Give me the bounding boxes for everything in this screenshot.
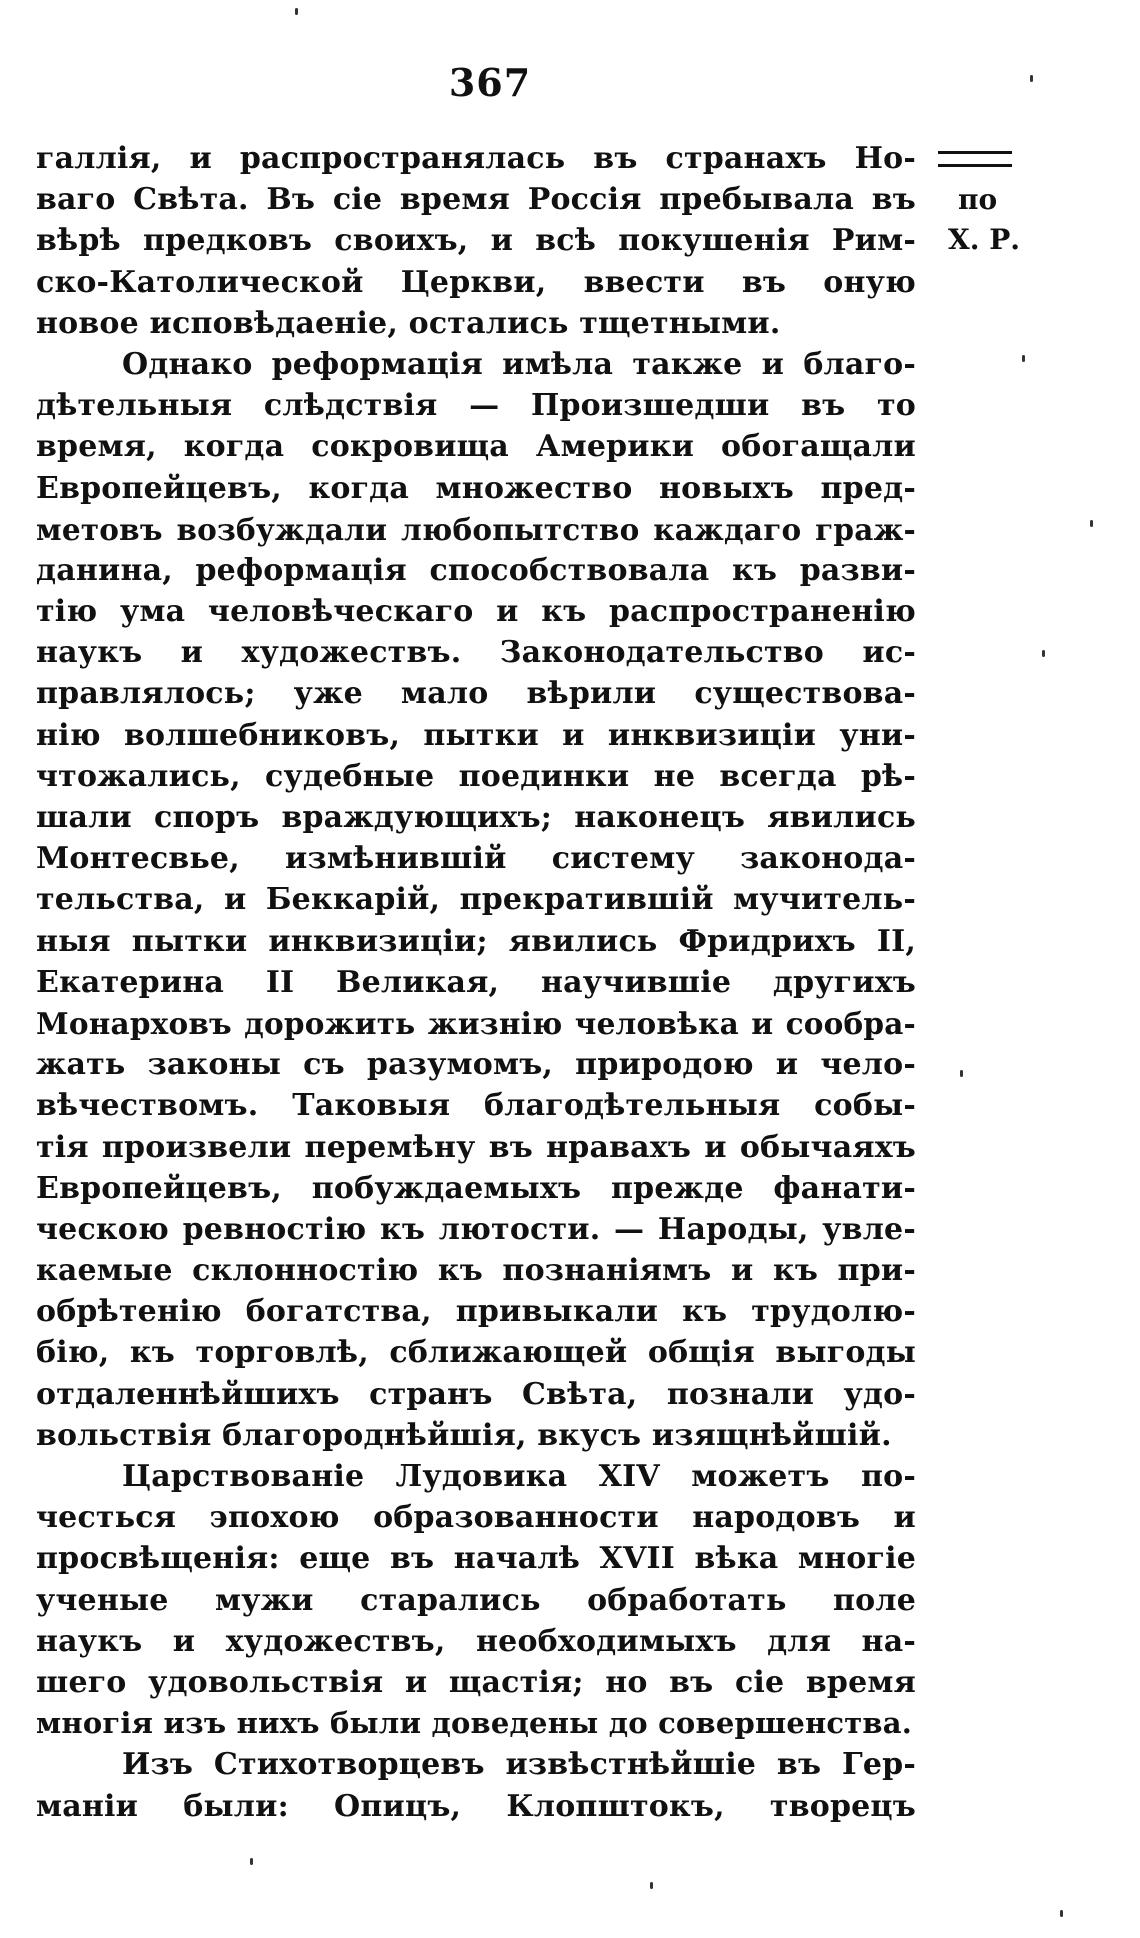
margin-double-rule — [938, 151, 1012, 167]
text-line: дѣтельныя слѣдствія — Произшедши въ то — [36, 388, 916, 424]
scan-speck — [650, 1882, 653, 1889]
text-line: вольствія благороднѣйшія, вкусъ изящнѣйшій. — [36, 1417, 892, 1453]
text-line: тію ума человѣческаго и къ распространенію — [36, 594, 916, 630]
text-line: многія изъ нихъ были доведены до совершенства. — [36, 1706, 913, 1741]
text-line: Екатерина II Великая, научившіе другихъ — [36, 964, 916, 1000]
text-line: ваго Свѣта. Въ сіе время Россія пребывала въ — [36, 182, 916, 218]
text-line: ученые мужи старались обработать поле — [36, 1582, 916, 1618]
text-line: бію, къ торговлѣ, сближающей общія выгоды — [36, 1335, 916, 1371]
scan-speck — [1030, 75, 1033, 82]
text-line: Монтесвье, измѣнившій систему законода- — [36, 841, 916, 877]
text-line: вѣчествомъ. Таковыя благодѣтельныя собы- — [36, 1088, 916, 1124]
text-line: метовъ возбуждали любопытство каждаго граж- — [36, 511, 916, 547]
text-line: жать законы съ разумомъ, природою и чело- — [36, 1047, 916, 1083]
text-line: отдаленнѣйшихъ странъ Свѣта, познали удо- — [36, 1376, 916, 1412]
text-line: время, когда сокровища Америки обогащали — [36, 429, 916, 465]
text-line: тельства, и Беккарій, прекратившій мучитель- — [36, 882, 916, 918]
text-line: правлялось; уже мало вѣрили существова- — [36, 676, 916, 712]
scan-speck — [250, 1858, 253, 1865]
text-line: честься эпохою образованности народовъ и — [36, 1500, 916, 1536]
page-number: 367 — [448, 60, 532, 105]
text-line: маніи были: Опицъ, Клопштокъ, творецъ — [36, 1788, 916, 1824]
text-line: наукъ и художествъ, необходимыхъ для на- — [36, 1623, 916, 1659]
text-line: просвѣщенія: еще въ началѣ XVII вѣка многіе — [36, 1541, 916, 1577]
scan-speck — [1060, 1910, 1063, 1917]
text-line: ныя пытки инквизиціи; явились Фридрихъ II, — [36, 923, 916, 959]
text-line: шего удовольствія и щастія; но въ сіе время — [36, 1664, 916, 1700]
text-line: шали споръ враждующихъ; наконецъ явились — [36, 800, 916, 835]
body-text — [36, 138, 916, 1827]
text-line: вѣрѣ предковъ своихъ, и всѣ покушенія Рим- — [36, 223, 916, 259]
margin-note-year-era: Х. Р. — [948, 223, 1021, 256]
scan-speck — [1090, 520, 1093, 527]
scan-speck — [960, 1070, 963, 1077]
text-line: обрѣтенію богатства, привыкали къ трудолю- — [36, 1294, 916, 1330]
text-line: наукъ и художествъ. Законодательство ис- — [36, 635, 916, 671]
scan-speck — [295, 8, 298, 15]
scan-speck — [1022, 355, 1025, 362]
text-line: новое исповѣдаеніе, остались тщетными. — [36, 305, 781, 341]
text-line: Царствованіе Лудовика XIV можетъ по- — [122, 1459, 916, 1494]
text-line: ческою ревностію къ лютости. — Народы, увле- — [36, 1211, 916, 1247]
text-line: тія произвели перемѣну въ нравахъ и обычаяхъ — [36, 1129, 916, 1165]
margin-note-po: по — [958, 183, 998, 216]
text-line: Однако реформація имѣла также и благо- — [122, 346, 916, 382]
text-line: данина, реформація способствовала къ разви- — [36, 552, 916, 588]
text-line: нію волшебниковъ, пытки и инквизиціи уни- — [36, 717, 916, 753]
text-line: чтожались, судебные поединки не всегда рѣ- — [36, 758, 916, 794]
text-line: ско-Католической Церкви, ввести въ оную — [36, 264, 916, 300]
text-line: Европейцевъ, когда множество новыхъ пред- — [36, 470, 916, 506]
text-line: каемые склонностію къ познаніямъ и къ при- — [36, 1253, 916, 1289]
text-line: Европейцевъ, побуждаемыхъ прежде фанати- — [36, 1170, 916, 1206]
text-line: Монарховъ дорожить жизнію человѣка и сообра- — [36, 1005, 916, 1041]
text-line: галлія, и распространялась въ странахъ Но- — [36, 141, 916, 176]
text-line: Изъ Стихотворцевъ извѣстнѣйшіе въ Гер- — [122, 1747, 916, 1783]
scan-speck — [1042, 650, 1045, 657]
